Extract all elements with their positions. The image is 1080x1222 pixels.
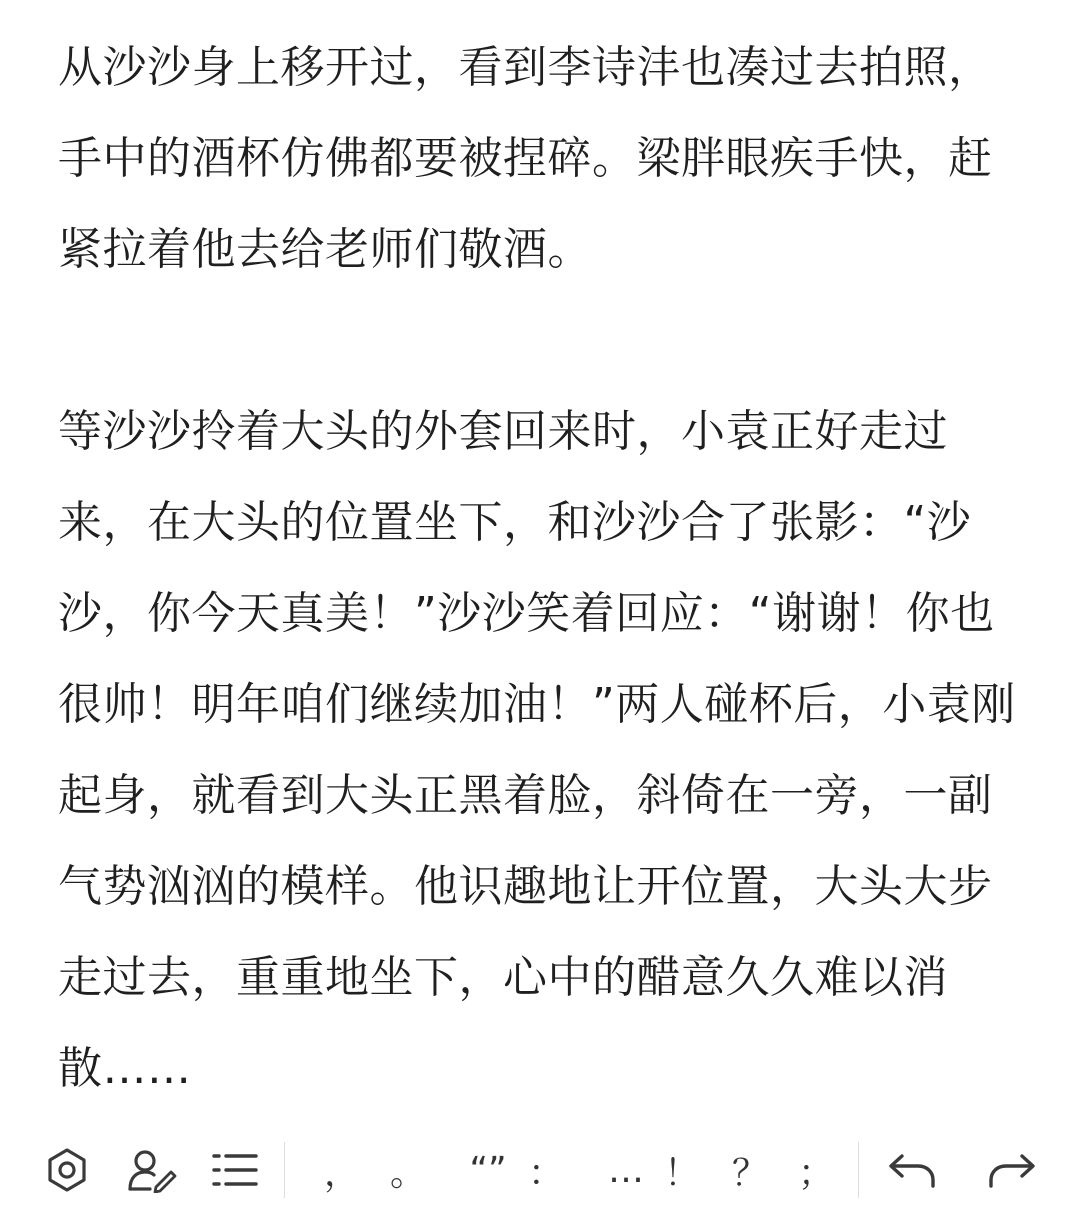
note-editor[interactable] xyxy=(58,22,1033,1114)
semicolon-button[interactable]: ； xyxy=(797,1152,834,1194)
hexagon-settings-icon[interactable] xyxy=(42,1128,92,1212)
question-button[interactable]: ？ xyxy=(731,1152,768,1194)
redo-icon[interactable] xyxy=(984,1128,1040,1212)
colon-button[interactable]: ： xyxy=(527,1152,564,1194)
undo-icon[interactable] xyxy=(884,1128,940,1212)
quotes-button[interactable]: “” xyxy=(469,1149,507,1191)
editing-toolbar xyxy=(0,1128,1080,1212)
paragraph-spacing xyxy=(58,295,1033,386)
toolbar-divider-left xyxy=(284,1142,285,1198)
person-pen-icon[interactable] xyxy=(124,1128,180,1212)
comma-button[interactable]: ， xyxy=(323,1152,360,1194)
ellipsis-button[interactable]: … xyxy=(608,1149,644,1191)
list-icon[interactable] xyxy=(208,1128,260,1212)
toolbar-divider-right xyxy=(858,1142,859,1198)
paragraph-1[interactable]: 从沙沙身上移开过，看到李诗沣也凑过去拍照，手中的酒杯仿佛都要被捏碎。梁胖眼疾手快，赶紧拉着他去给老师们敬酒。 xyxy=(58,42,993,275)
exclamation-button[interactable]: ！ xyxy=(663,1152,700,1194)
paragraph-2[interactable]: 等沙沙拎着大头的外套回来时，小袁正好走过来，在大头的位置坐下，和沙沙合了张影：“沙沙，你今天真美！”沙沙笑着回应：“谢谢！你也很帅！明年咱们继续加油！”两人碰杯后，小袁刚起身，就看到大头正黑着脸，斜倚在一旁，一副气势汹汹的模样。他识趣地让开位置，大头大步走过去，重重地坐下，心中的醋意久久难以消散…… xyxy=(58,406,1016,1094)
period-button[interactable]: 。 xyxy=(389,1152,426,1194)
